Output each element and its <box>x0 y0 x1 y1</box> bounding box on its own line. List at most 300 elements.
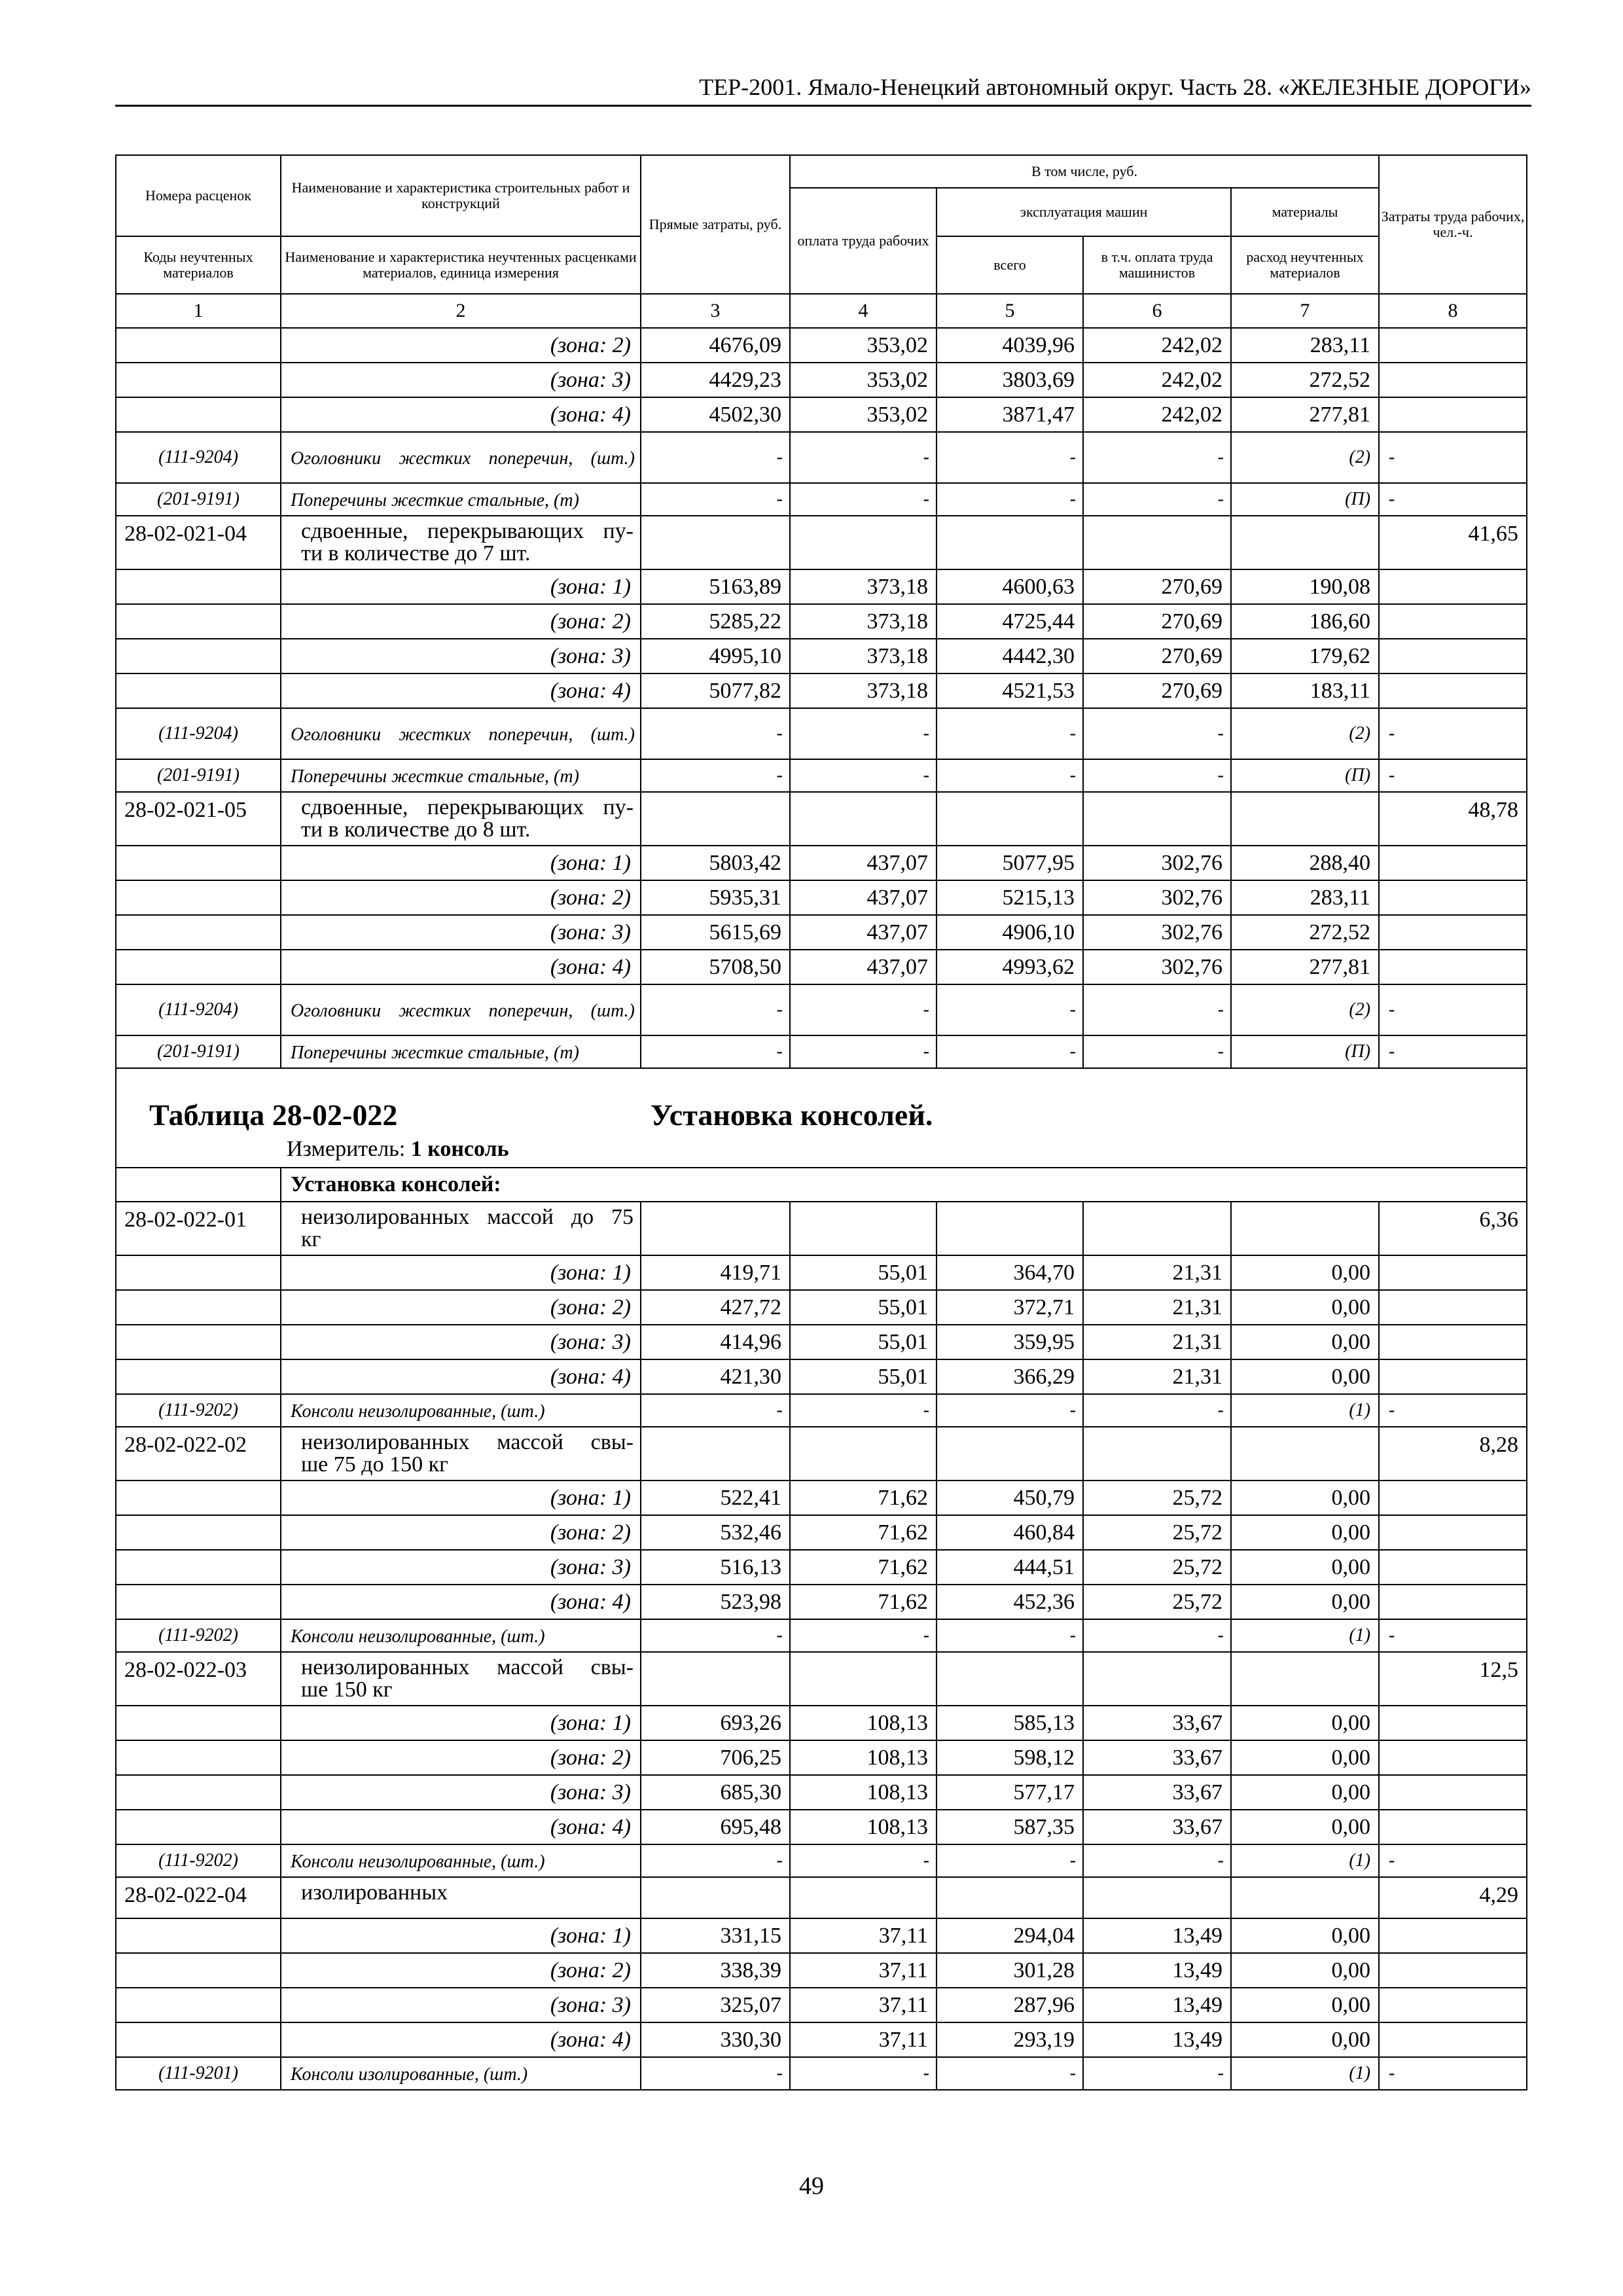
material-consumption-value: 283,11 <box>1231 328 1379 363</box>
empty-cell <box>936 792 1083 846</box>
material-description: Консоли неизолированные, (шт.) <box>281 1619 641 1652</box>
dash-value: - <box>1379 483 1527 516</box>
zone-label: (зона: 4) <box>281 1359 641 1394</box>
material-consumption-value: (2) <box>1231 984 1379 1035</box>
empty-cell <box>116 1810 281 1844</box>
material-consumption-value: (П) <box>1231 483 1379 516</box>
machinist-pay-value: 25,72 <box>1083 1585 1231 1619</box>
direct-cost-value: 532,46 <box>641 1515 790 1550</box>
direct-cost-value: 338,39 <box>641 1953 790 1988</box>
empty-cell <box>1083 1877 1231 1918</box>
table-row <box>116 363 1527 397</box>
material-consumption-value: 277,81 <box>1231 950 1379 984</box>
empty-cell <box>116 639 281 673</box>
table-row <box>116 708 1527 759</box>
header-work-name: Наименование и характеристика строительных работ и конструкций <box>281 155 641 236</box>
empty-cell <box>1231 1202 1379 1255</box>
direct-cost-value: 695,48 <box>641 1810 790 1844</box>
material-description: Поперечины жесткие стальные, (т) <box>281 483 641 516</box>
material-consumption-value: 0,00 <box>1231 1953 1379 1988</box>
description-line: ше 150 кг <box>301 1677 393 1702</box>
empty-cell <box>936 1652 1083 1706</box>
empty-cell <box>116 1325 281 1359</box>
dash-value: - <box>790 2057 936 2090</box>
machines-total-value: 598,12 <box>936 1740 1083 1775</box>
table-row <box>116 1877 1527 1918</box>
running-head: ТЕР-2001. Ямало-Ненецкий автономный округ. Часть 28. «ЖЕЛЕЗНЫЕ ДОРОГИ» <box>699 74 1531 100</box>
description-line: ти в количестве до 8 шт. <box>301 817 531 842</box>
material-consumption-value: 186,60 <box>1231 604 1379 639</box>
dash-value: - <box>641 759 790 792</box>
dash-value: - <box>936 1844 1083 1877</box>
material-consumption-value: (1) <box>1231 1619 1379 1652</box>
machinist-pay-value: 25,72 <box>1083 1550 1231 1585</box>
measure-value: 1 консоль <box>410 1137 509 1161</box>
machines-total-value: 3871,47 <box>936 397 1083 432</box>
table-row <box>116 397 1527 432</box>
machinist-pay-value: 270,69 <box>1083 604 1231 639</box>
table-row <box>116 950 1527 984</box>
worker-pay-value: 55,01 <box>790 1359 936 1394</box>
zone-label: (зона: 1) <box>281 846 641 880</box>
empty-cell <box>1231 792 1379 846</box>
worker-pay-value: 37,11 <box>790 1953 936 1988</box>
material-consumption-value: 0,00 <box>1231 1988 1379 2022</box>
table-row <box>116 604 1527 639</box>
rate-description <box>281 792 641 846</box>
dash-value: - <box>641 432 790 483</box>
empty-cell <box>641 1877 790 1918</box>
dash-value: - <box>1083 483 1231 516</box>
material-consumption-value: 190,08 <box>1231 569 1379 604</box>
dash-value: - <box>790 1844 936 1877</box>
machines-total-value: 4993,62 <box>936 950 1083 984</box>
machines-total-value: 3803,69 <box>936 363 1083 397</box>
zone-label: (зона: 3) <box>281 915 641 950</box>
header-machines-total: всего <box>936 236 1083 294</box>
dash-value: - <box>1083 759 1231 792</box>
rate-description <box>281 516 641 569</box>
material-consumption-value: 0,00 <box>1231 2022 1379 2057</box>
zone-label: (зона: 3) <box>281 363 641 397</box>
machinist-pay-value: 25,72 <box>1083 1515 1231 1550</box>
table-row <box>116 880 1527 915</box>
empty-cell <box>1379 604 1527 639</box>
direct-cost-value: 5615,69 <box>641 915 790 950</box>
dash-value: - <box>641 1844 790 1877</box>
description-line: сдвоенные, перекрывающих пу- <box>301 519 633 543</box>
zone-label: (зона: 2) <box>281 1740 641 1775</box>
direct-cost-value: 5077,82 <box>641 673 790 708</box>
worker-pay-value: 71,62 <box>790 1515 936 1550</box>
table-heading: Установка консолей. <box>651 1098 933 1132</box>
empty-cell <box>1379 1359 1527 1394</box>
col-number: 6 <box>1083 294 1231 328</box>
dash-value: - <box>1379 1844 1527 1877</box>
zone-label: (зона: 1) <box>281 1918 641 1953</box>
material-code: (201-9191) <box>116 483 281 516</box>
direct-cost-value: 421,30 <box>641 1359 790 1394</box>
zone-label: (зона: 3) <box>281 639 641 673</box>
machinist-pay-value: 13,49 <box>1083 1918 1231 1953</box>
table-row <box>116 1515 1527 1550</box>
dash-value: - <box>790 708 936 759</box>
dash-value: - <box>936 1619 1083 1652</box>
table-row <box>116 1035 1527 1068</box>
worker-pay-value: 37,11 <box>790 2022 936 2057</box>
direct-cost-value: 5803,42 <box>641 846 790 880</box>
zone-label: (зона: 4) <box>281 2022 641 2057</box>
empty-cell <box>1379 846 1527 880</box>
table-row <box>116 792 1527 846</box>
dash-value: - <box>641 483 790 516</box>
header-machinist-pay: в т.ч. оплата труда машинистов <box>1083 236 1231 294</box>
machines-total-value: 4906,10 <box>936 915 1083 950</box>
machinist-pay-value: 13,49 <box>1083 2022 1231 2057</box>
header-material-codes: Коды неучтенных материалов <box>116 236 281 294</box>
machinist-pay-value: 21,31 <box>1083 1255 1231 1290</box>
machines-total-value: 5215,13 <box>936 880 1083 915</box>
empty-cell <box>641 1427 790 1480</box>
empty-cell <box>1379 1255 1527 1290</box>
material-code: (111-9202) <box>116 1394 281 1427</box>
machines-total-value: 4442,30 <box>936 639 1083 673</box>
zone-label: (зона: 1) <box>281 1255 641 1290</box>
table-row <box>116 516 1527 569</box>
dash-value: - <box>1379 2057 1527 2090</box>
machinist-pay-value: 21,31 <box>1083 1290 1231 1325</box>
zone-label: (зона: 4) <box>281 1585 641 1619</box>
machines-total-value: 577,17 <box>936 1775 1083 1810</box>
header-rule <box>115 105 1531 107</box>
material-consumption-value: 0,00 <box>1231 1810 1379 1844</box>
table-row <box>116 1810 1527 1844</box>
dash-value: - <box>1379 1035 1527 1068</box>
worker-pay-value: 108,13 <box>790 1706 936 1740</box>
direct-cost-value: 330,30 <box>641 2022 790 2057</box>
material-description: Консоли неизолированные, (шт.) <box>281 1844 641 1877</box>
direct-cost-value: 4995,10 <box>641 639 790 673</box>
worker-pay-value: 108,13 <box>790 1740 936 1775</box>
col-number: 8 <box>1379 294 1527 328</box>
material-consumption-value: 272,52 <box>1231 915 1379 950</box>
empty-cell <box>1083 516 1231 569</box>
material-consumption-value: (П) <box>1231 1035 1379 1068</box>
direct-cost-value: 685,30 <box>641 1775 790 1810</box>
zone-label: (зона: 2) <box>281 1515 641 1550</box>
empty-cell <box>116 1255 281 1290</box>
description-line: ше 75 до 150 кг <box>301 1452 449 1477</box>
direct-cost-value: 331,15 <box>641 1918 790 1953</box>
machinist-pay-value: 270,69 <box>1083 673 1231 708</box>
machines-total-value: 4039,96 <box>936 328 1083 363</box>
dash-value: - <box>1379 759 1527 792</box>
rate-code: 28-02-022-01 <box>116 1202 281 1255</box>
empty-cell <box>116 363 281 397</box>
worker-pay-value: 55,01 <box>790 1325 936 1359</box>
zone-label: (зона: 2) <box>281 880 641 915</box>
material-consumption-value: (1) <box>1231 2057 1379 2090</box>
empty-cell <box>116 569 281 604</box>
direct-cost-value: 325,07 <box>641 1988 790 2022</box>
rate-description <box>281 1427 641 1480</box>
material-consumption-value: (2) <box>1231 708 1379 759</box>
zone-label: (зона: 3) <box>281 1550 641 1585</box>
empty-cell <box>1231 516 1379 569</box>
empty-cell <box>936 516 1083 569</box>
machinist-pay-value: 33,67 <box>1083 1740 1231 1775</box>
rate-code: 28-02-022-03 <box>116 1652 281 1706</box>
empty-cell <box>116 846 281 880</box>
dash-value: - <box>936 2057 1083 2090</box>
zone-label: (зона: 4) <box>281 673 641 708</box>
empty-cell <box>790 516 936 569</box>
table-number: Таблица 28-02-022 <box>149 1098 398 1132</box>
machines-total-value: 587,35 <box>936 1810 1083 1844</box>
material-consumption-value: 288,40 <box>1231 846 1379 880</box>
empty-cell <box>790 792 936 846</box>
dash-value: - <box>790 1035 936 1068</box>
machinist-pay-value: 302,76 <box>1083 880 1231 915</box>
empty-cell <box>1379 363 1527 397</box>
material-consumption-value: 0,00 <box>1231 1515 1379 1550</box>
labor-value: 48,78 <box>1379 792 1527 846</box>
table-row <box>116 1068 1527 1168</box>
dash-value: - <box>641 984 790 1035</box>
empty-cell <box>1379 673 1527 708</box>
table-row <box>116 569 1527 604</box>
table-row <box>116 1202 1527 1255</box>
table-row <box>116 1359 1527 1394</box>
table-row <box>116 1706 1527 1740</box>
col-number: 1 <box>116 294 281 328</box>
empty-cell <box>1379 1810 1527 1844</box>
header-materials: материалы <box>1231 188 1379 236</box>
machines-total-value: 4725,44 <box>936 604 1083 639</box>
dash-value: - <box>936 1035 1083 1068</box>
empty-cell <box>641 516 790 569</box>
machinist-pay-value: 33,67 <box>1083 1706 1231 1740</box>
table-row <box>116 1844 1527 1877</box>
group-heading: Установка консолей: <box>281 1168 1527 1202</box>
machinist-pay-value: 21,31 <box>1083 1325 1231 1359</box>
rate-description <box>281 1202 641 1255</box>
material-code: (111-9201) <box>116 2057 281 2090</box>
machines-total-value: 294,04 <box>936 1918 1083 1953</box>
material-consumption-value: 0,00 <box>1231 1775 1379 1810</box>
description-line: неизолированных массой до 75 <box>301 1205 633 1229</box>
dash-value: - <box>641 2057 790 2090</box>
empty-cell <box>1379 1918 1527 1953</box>
dash-value: - <box>1083 432 1231 483</box>
dash-value: - <box>1083 1035 1231 1068</box>
machines-total-value: 364,70 <box>936 1255 1083 1290</box>
labor-value: 6,36 <box>1379 1202 1527 1255</box>
material-consumption-value: 277,81 <box>1231 397 1379 432</box>
direct-cost-value: 522,41 <box>641 1480 790 1515</box>
direct-cost-value: 523,98 <box>641 1585 790 1619</box>
worker-pay-value: 373,18 <box>790 569 936 604</box>
empty-cell <box>116 1359 281 1394</box>
empty-cell <box>936 1202 1083 1255</box>
table-row <box>116 483 1527 516</box>
labor-value: 12,5 <box>1379 1652 1527 1706</box>
empty-cell <box>1379 1740 1527 1775</box>
header-material-name: Наименование и характеристика неучтенных расценками материалов, единица измерения <box>281 236 641 294</box>
dash-value: - <box>1379 1394 1527 1427</box>
material-consumption-value: (П) <box>1231 759 1379 792</box>
empty-cell <box>790 1652 936 1706</box>
empty-cell <box>1379 2022 1527 2057</box>
zone-label: (зона: 1) <box>281 1480 641 1515</box>
table-row <box>116 328 1527 363</box>
machines-total-value: 301,28 <box>936 1953 1083 1988</box>
empty-cell <box>116 950 281 984</box>
direct-cost-value: 4676,09 <box>641 328 790 363</box>
zone-label: (зона: 2) <box>281 604 641 639</box>
col-number: 4 <box>790 294 936 328</box>
measure-line <box>287 1137 509 1162</box>
empty-cell <box>116 1953 281 1988</box>
table-row <box>116 1168 1527 1202</box>
empty-cell <box>1379 1480 1527 1515</box>
empty-cell <box>1379 1706 1527 1740</box>
direct-cost-value: 4502,30 <box>641 397 790 432</box>
labor-value: 4,29 <box>1379 1877 1527 1918</box>
description-line: сдвоенные, перекрывающих пу- <box>301 795 633 819</box>
table-row <box>116 1255 1527 1290</box>
zone-label: (зона: 4) <box>281 1810 641 1844</box>
machines-total-value: 287,96 <box>936 1988 1083 2022</box>
direct-cost-value: 5163,89 <box>641 569 790 604</box>
empty-cell <box>641 792 790 846</box>
rates-table <box>115 154 1527 2090</box>
machinist-pay-value: 33,67 <box>1083 1810 1231 1844</box>
empty-cell <box>1379 1585 1527 1619</box>
table-title-block <box>116 1068 1527 1168</box>
machinist-pay-value: 302,76 <box>1083 846 1231 880</box>
material-consumption-value: 272,52 <box>1231 363 1379 397</box>
empty-cell <box>116 1706 281 1740</box>
direct-cost-value: 427,72 <box>641 1290 790 1325</box>
table-row <box>116 759 1527 792</box>
worker-pay-value: 353,02 <box>790 363 936 397</box>
direct-cost-value: 419,71 <box>641 1255 790 1290</box>
worker-pay-value: 71,62 <box>790 1480 936 1515</box>
zone-label: (зона: 3) <box>281 1325 641 1359</box>
empty-cell <box>1379 1988 1527 2022</box>
table-row <box>116 2022 1527 2057</box>
empty-cell <box>116 1585 281 1619</box>
machines-total-value: 372,71 <box>936 1290 1083 1325</box>
material-description: Оголовники жестких поперечин, (шт.) <box>281 708 641 759</box>
worker-pay-value: 108,13 <box>790 1810 936 1844</box>
measure-label: Измеритель: <box>287 1137 406 1161</box>
dash-value: - <box>936 483 1083 516</box>
material-code: (201-9191) <box>116 759 281 792</box>
empty-cell <box>641 1652 790 1706</box>
empty-cell <box>116 2022 281 2057</box>
direct-cost-value: 414,96 <box>641 1325 790 1359</box>
empty-cell <box>116 915 281 950</box>
material-code: (111-9202) <box>116 1844 281 1877</box>
machines-total-value: 5077,95 <box>936 846 1083 880</box>
worker-pay-value: 108,13 <box>790 1775 936 1810</box>
material-consumption-value: 179,62 <box>1231 639 1379 673</box>
empty-cell <box>790 1427 936 1480</box>
dash-value: - <box>936 1394 1083 1427</box>
material-consumption-value: (1) <box>1231 1394 1379 1427</box>
dash-value: - <box>641 1619 790 1652</box>
empty-cell <box>1379 915 1527 950</box>
worker-pay-value: 55,01 <box>790 1255 936 1290</box>
zone-label: (зона: 2) <box>281 1953 641 1988</box>
machinist-pay-value: 242,02 <box>1083 397 1231 432</box>
table-row <box>116 915 1527 950</box>
rate-code: 28-02-022-04 <box>116 1877 281 1918</box>
empty-cell <box>1379 950 1527 984</box>
table-row <box>116 1480 1527 1515</box>
table-row <box>116 673 1527 708</box>
zone-label: (зона: 1) <box>281 1706 641 1740</box>
table-row <box>116 1325 1527 1359</box>
material-description: Поперечины жесткие стальные, (т) <box>281 1035 641 1068</box>
worker-pay-value: 71,62 <box>790 1585 936 1619</box>
dash-value: - <box>790 759 936 792</box>
material-consumption-value: 0,00 <box>1231 1918 1379 1953</box>
dash-value: - <box>1379 432 1527 483</box>
table-row <box>116 1652 1527 1706</box>
empty-cell <box>1379 1325 1527 1359</box>
worker-pay-value: 37,11 <box>790 1918 936 1953</box>
empty-cell <box>1379 880 1527 915</box>
empty-cell <box>1083 1427 1231 1480</box>
zone-label: (зона: 1) <box>281 569 641 604</box>
machinist-pay-value: 270,69 <box>1083 639 1231 673</box>
material-consumption-value: 0,00 <box>1231 1359 1379 1394</box>
material-consumption-value: (2) <box>1231 432 1379 483</box>
dash-value: - <box>790 1394 936 1427</box>
material-description: Консоли изолированные, (шт.) <box>281 2057 641 2090</box>
machines-total-value: 444,51 <box>936 1550 1083 1585</box>
rate-code: 28-02-021-04 <box>116 516 281 569</box>
empty-cell <box>790 1202 936 1255</box>
empty-cell <box>116 604 281 639</box>
empty-cell <box>1231 1877 1379 1918</box>
machines-total-value: 4600,63 <box>936 569 1083 604</box>
worker-pay-value: 71,62 <box>790 1550 936 1585</box>
empty-cell <box>116 1515 281 1550</box>
table-row <box>116 1619 1527 1652</box>
dash-value: - <box>790 483 936 516</box>
direct-cost-value: 4429,23 <box>641 363 790 397</box>
machinist-pay-value: 33,67 <box>1083 1775 1231 1810</box>
empty-cell <box>116 1988 281 2022</box>
material-consumption-value: 183,11 <box>1231 673 1379 708</box>
empty-cell <box>116 1775 281 1810</box>
dash-value: - <box>1379 1619 1527 1652</box>
rate-code: 28-02-021-05 <box>116 792 281 846</box>
dash-value: - <box>641 708 790 759</box>
header-machines: эксплуатация машин <box>936 188 1231 236</box>
header-direct-costs: Прямые затраты, руб. <box>641 155 790 294</box>
dash-value: - <box>936 984 1083 1035</box>
empty-cell <box>116 397 281 432</box>
material-description: Консоли неизолированные, (шт.) <box>281 1394 641 1427</box>
direct-cost-value: 693,26 <box>641 1706 790 1740</box>
empty-cell <box>1083 1652 1231 1706</box>
empty-cell <box>1379 1953 1527 1988</box>
